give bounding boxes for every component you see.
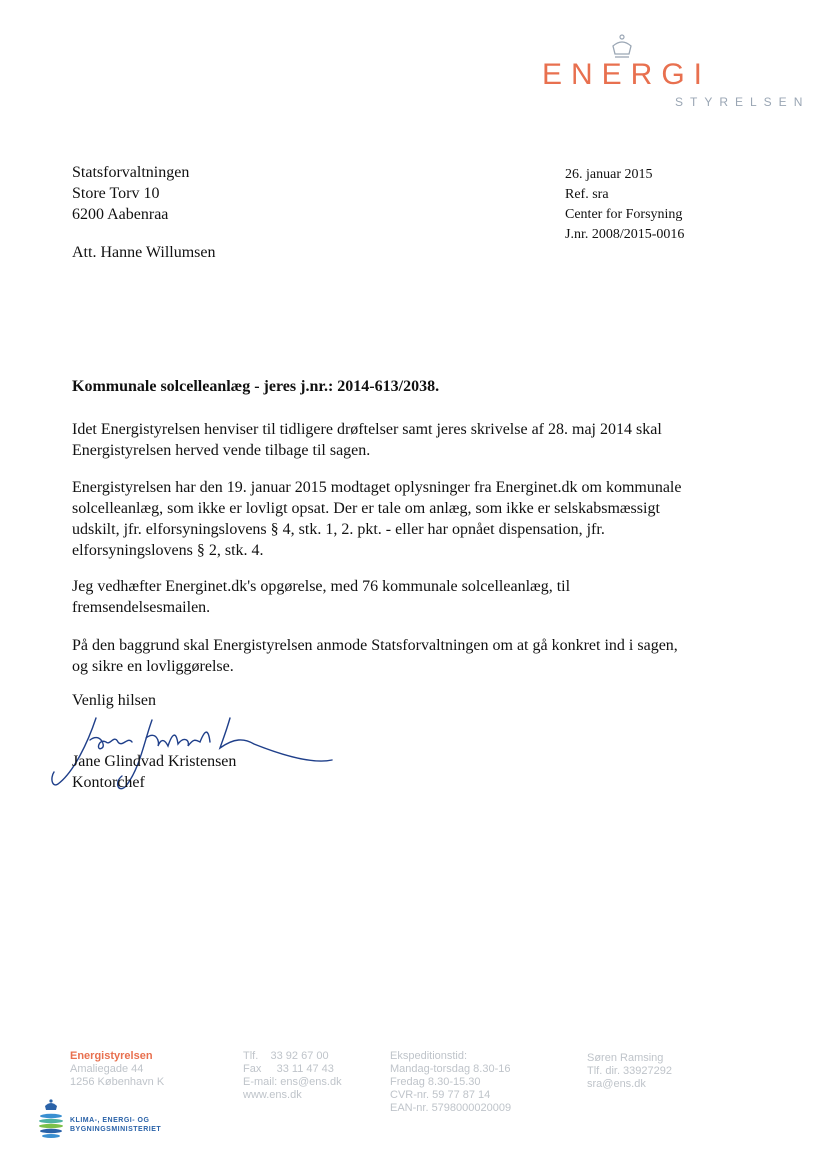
paragraph: Energistyrelsen har den 19. januar 2015 modtaget oplysninger fra Energinet.dk om kommunale solcelleanlæg, som ikke er lovligt opsat. Der er tale om anlæg, som ikke er selskabsmæssigt udskilt, jfr. elforsyningslovens § 4, stk. 1, 2. pkt. - eller har opnået dispensation, jfr. elforsyningslovens § 2, stk. 4.: [72, 479, 682, 559]
ministry-line-2: BYGNINGSMINISTERIET: [70, 1126, 162, 1133]
logo-subtitle: STYRELSEN: [675, 95, 810, 109]
footer-hours-title: Ekspeditionstid:: [390, 1050, 468, 1062]
recipient-street: Store Torv 10: [72, 185, 160, 202]
recipient-city: 6200 Aabenraa: [72, 206, 169, 223]
paragraph: På den baggrund skal Energistyrelsen anmode Statsforvaltningen om at gå konkret ind i sagen, og sikre en lovliggørelse.: [72, 637, 678, 675]
logo-wordmark: ENERGI: [542, 58, 712, 91]
footer-org-name: Energistyrelsen: [70, 1050, 153, 1062]
closing-greeting: Venlig hilsen: [72, 692, 156, 709]
ministry-name: [70, 1116, 161, 1134]
footer-org-city: 1256 København K: [70, 1076, 165, 1088]
footer-organization: [70, 1050, 164, 1089]
footer-hours-weekday: Mandag-torsdag 8.30-16: [390, 1063, 511, 1075]
footer-contact: [243, 1050, 342, 1102]
signer-name: Jane Glindvad Kristensen: [72, 753, 237, 770]
paragraph: Jeg vedhæfter Energinet.dk's opgørelse, med 76 kommunale solcelleanlæg, til fremsendelsesmailen.: [72, 578, 571, 616]
footer-hours-friday: Fredag 8.30-15.30: [390, 1076, 481, 1088]
letter-meta: [565, 165, 684, 245]
footer-email: E-mail: ens@ens.dk: [243, 1076, 342, 1088]
footer-cvr: CVR-nr. 59 77 87 14: [390, 1089, 491, 1101]
letter-date: 26. januar 2015: [565, 167, 653, 182]
footer-person-name: Søren Ramsing: [587, 1052, 664, 1064]
ministry-line-1: KLIMA-, ENERGI- OG: [70, 1117, 150, 1124]
footer-person-email: sra@ens.dk: [587, 1078, 646, 1090]
letter-center: Center for Forsyning: [565, 207, 683, 222]
letter-jnr: J.nr. 2008/2015-0016: [565, 227, 685, 242]
ministry-logo-icon: [38, 1098, 64, 1140]
crown-icon: [610, 34, 634, 60]
signer-block: [72, 751, 236, 793]
footer-person: [587, 1052, 672, 1091]
paragraph: Idet Energistyrelsen henviser til tidligere drøftelser samt jeres skrivelse af 28. maj 2014 skal Energistyrelsen herved vende tilbage til sagen.: [72, 421, 662, 459]
footer-org-street: Amaliegade 44: [70, 1063, 144, 1075]
footer-ean: EAN-nr. 5798000020009: [390, 1102, 512, 1114]
footer-fax: Fax 33 11 47 43: [243, 1063, 334, 1075]
footer-website: www.ens.dk: [243, 1089, 302, 1101]
letter-subject: Kommunale solcelleanlæg - jeres j.nr.: 2014-613/2038.: [72, 378, 440, 395]
footer-hours: [390, 1050, 511, 1115]
footer-person-phone: Tlf. dir. 33927292: [587, 1065, 673, 1077]
letter-ref: Ref. sra: [565, 187, 609, 202]
recipient-address: [72, 163, 189, 226]
attention-line: Att. Hanne Willumsen: [72, 244, 216, 261]
recipient-name: Statsforvaltningen: [72, 164, 190, 181]
footer-phone: Tlf. 33 92 67 00: [243, 1050, 329, 1062]
signer-title: Kontorchef: [72, 774, 145, 791]
